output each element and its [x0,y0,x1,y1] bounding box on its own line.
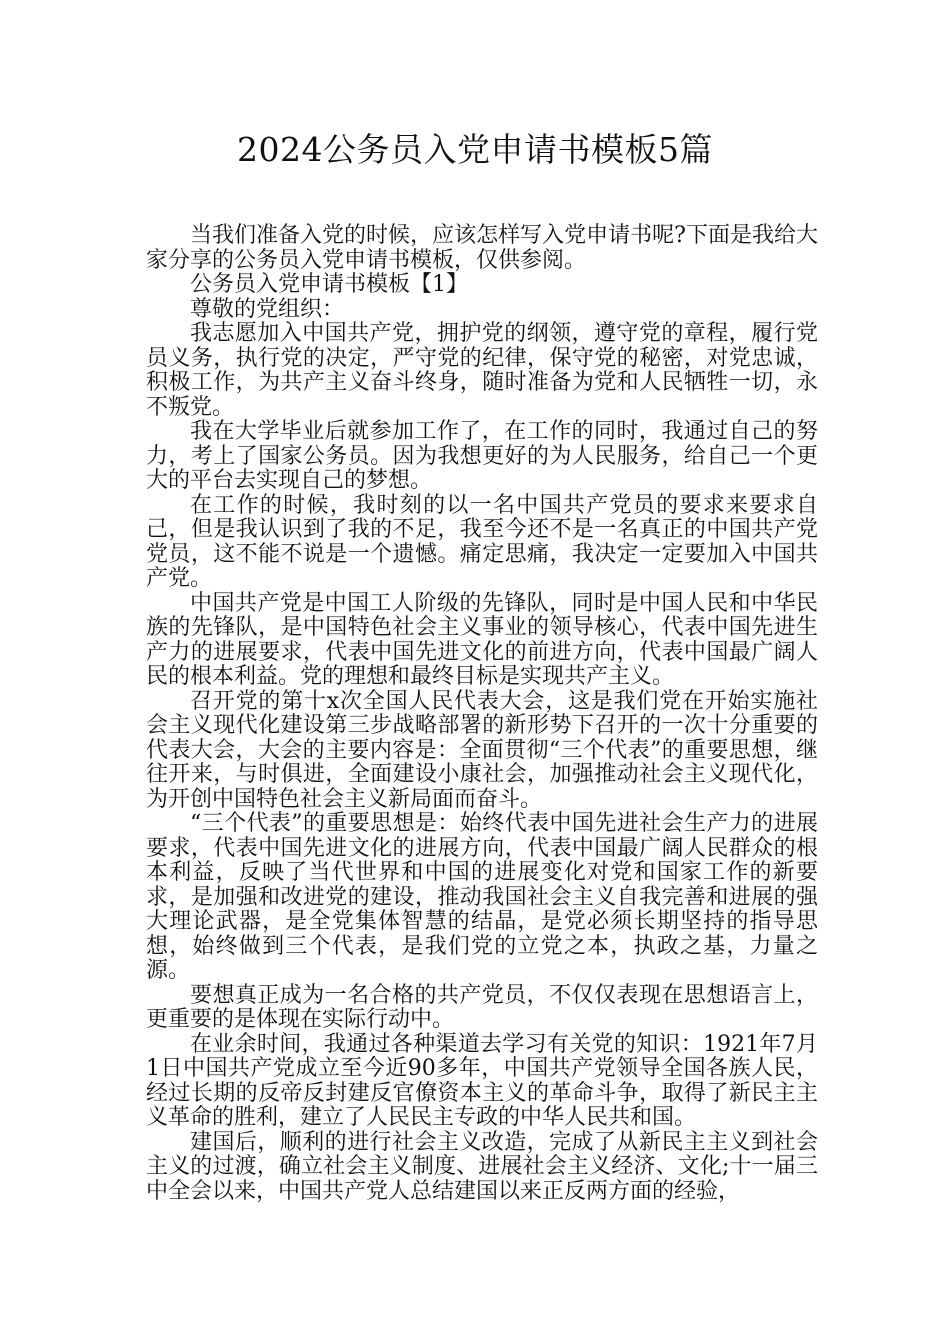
paragraph: 在工作的时候，我时刻的以一名中国共产党员的要求来要求自己，但是我认识到了我的不足，我至今还不是一名真正的中国共产党党员，这不能不说是一个遗憾。痛定思痛，我决定一定要加入中国共产党。 [146,492,818,591]
paragraph: 我在大学毕业后就参加工作了，在工作的同时，我通过自己的努力，考上了国家公务员。因为我想更好的为人民服务，给自己一个更大的平台去实现自己的梦想。 [146,419,818,493]
paragraph: 在业余时间，我通过各种渠道去学习有关党的知识：1921年7月1日中国共产党成立至今近90多年，中国共产党领导全国各族人民，经过长期的反帝反封建反官僚资本主义的革命斗争，取得了新民主主义革命的胜利，建立了人民民主专政的中华人民共和国。 [146,1031,818,1130]
paragraph: 建国后，顺利的进行社会主义改造，完成了从新民主主义到社会主义的过渡，确立社会主义制度、进展社会主义经济、文化;十一届三中全会以来，中国共产党人总结建国以来正反两方面的经验， [146,1129,818,1204]
paragraph: “三个代表”的重要思想是：始终代表中国先进社会生产力的进展要求，代表中国先进文化的进展方向，代表中国最广阔人民群众的根本利益，反映了当代世界和中国的进展变化对党和国家工作的新要求，是加强和改进党的建设，推动我国社会主义自我完善和进展的强大理论武器，是全党集体智慧的结晶，是党必须长期坚持的指导思想，始终做到三个代表，是我们党的立党之本，执政之基，力量之源。 [146,811,818,983]
paragraph: 召开党的第十x次全国人民代表大会，这是我们党在开始实施社会主义现代化建设第三步战略部署的新形势下召开的一次十分重要的代表大会，大会的主要内容是：全面贯彻“三个代表”的重要思想，继往开来，与时俱进，全面建设小康社会，加强推动社会主义现代化，为开创中国特色社会主义新局面而奋斗。 [146,688,818,812]
paragraph-intro: 当我们准备入党的时候，应该怎样写入党申请书呢?下面是我给大家分享的公务员入党申请书模板，仅供参阅。 [146,223,818,273]
paragraph: 我志愿加入中国共产党，拥护党的纲领，遵守党的章程，履行党员义务，执行党的决定，严守党的纪律，保守党的秘密，对党忠诚，积极工作，为共产主义奋斗终身，随时准备为党和人民牺牲一切，永不叛党。 [146,321,818,420]
paragraph: 中国共产党是中国工人阶级的先锋队，同时是中国人民和中华民族的先锋队，是中国特色社会主义事业的领导核心，代表中国先进生产力的进展要求，代表中国先进文化的前进方向，代表中国最广阔人民的根本利益。党的理想和最终目标是实现共产主义。 [146,590,818,689]
paragraph: 要想真正成为一名合格的共产党员，不仅仅表现在思想语言上，更重要的是体现在实际行动中。 [146,982,818,1032]
document-body [146,224,818,1204]
salutation: 尊敬的党组织： [190,296,345,322]
section-heading-template-1: 公务员入党申请书模板【1】 [190,272,468,297]
document-title: 2024公务员入党申请书模板5篇 [237,130,713,169]
